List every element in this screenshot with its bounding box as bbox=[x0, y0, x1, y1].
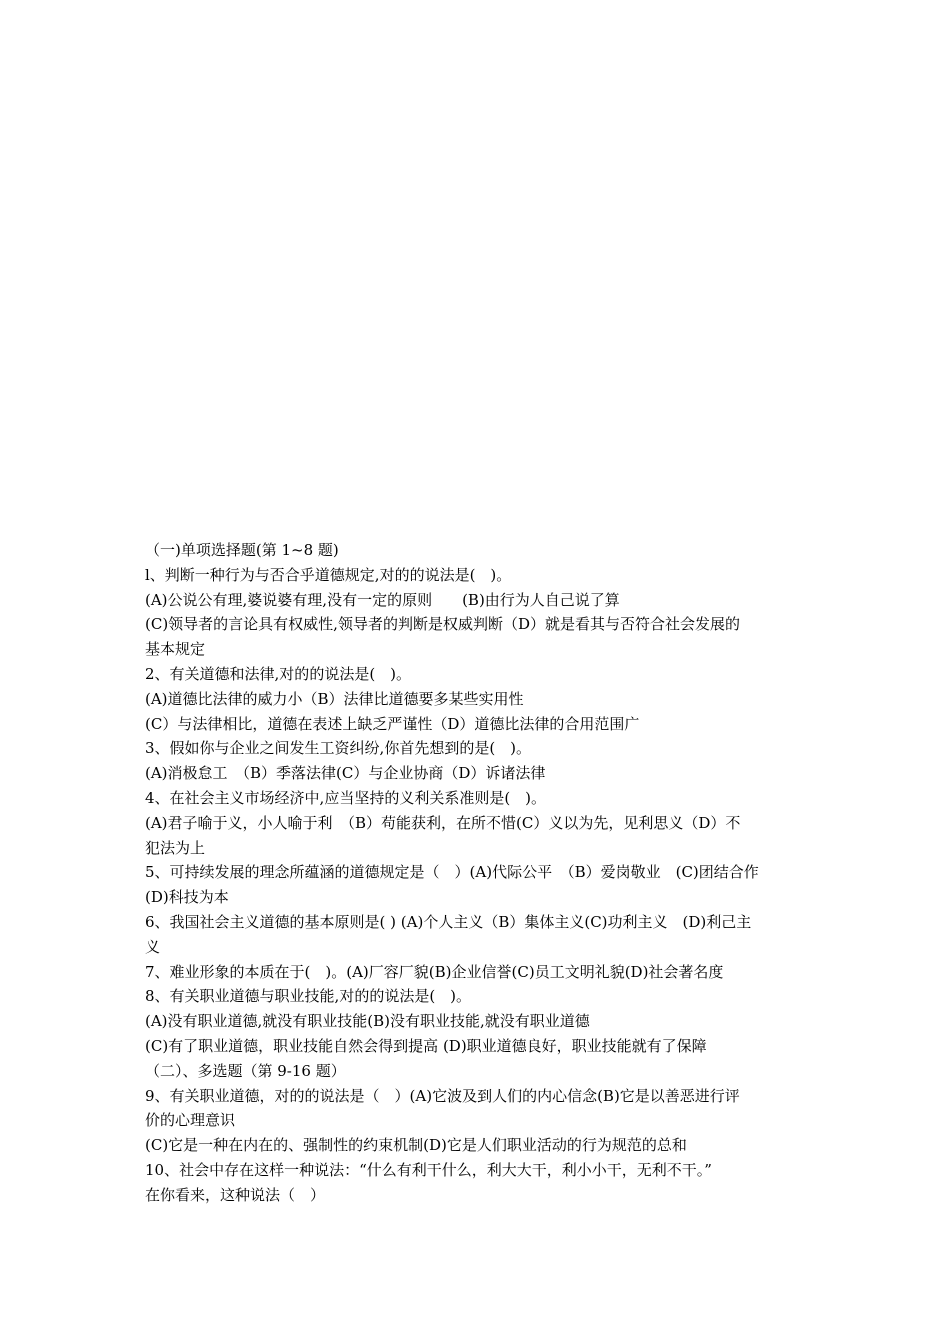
question-3-options: (A)消极怠工 （B）季落法律(C）与企业协商（D）诉诸法律 bbox=[145, 764, 546, 783]
question-10-cont: 在你看来，这种说法（ ） bbox=[145, 1185, 326, 1204]
question-2-options-ab: (A)道德比法律的威力小（B）法律比道德要多某些实用性 bbox=[145, 689, 524, 708]
question-8: 8、有关职业道德与职业技能,对的的说法是( )。 bbox=[145, 987, 472, 1006]
question-4: 4、在社会主义市场经济中,应当坚持的义利关系准则是( )。 bbox=[145, 788, 547, 807]
question-4-options: (A)君子喻于义，小人喻于利 （B）苟能获利，在所不惜(C）义以为先，见利思义（D）不 bbox=[145, 813, 741, 832]
question-2: 2、有关道德和法律,对的的说法是( )。 bbox=[145, 664, 412, 683]
question-2-options-cd: (C）与法律相比，道德在表述上缺乏严谨性（D）道德比法律的合用范围广 bbox=[145, 714, 640, 733]
question-1-options-ab: (A)公说公有理,婆说婆有理,没有一定的原则 (B)由行为人自己说了算 bbox=[145, 590, 620, 609]
question-9-cont: 价的心理意识 bbox=[145, 1111, 236, 1130]
question-1-options-cd-cont: 基本规定 bbox=[145, 640, 206, 659]
question-1: l、判断一种行为与否合乎道德规定,对的的说法是( )。 bbox=[145, 565, 512, 584]
section-heading-single-choice: （一)单项选择题(第 1~8 题) bbox=[145, 541, 339, 559]
question-3: 3、假如你与企业之间发生工资纠纷,你首先想到的是( )。 bbox=[145, 739, 532, 758]
question-6: 6、我国社会主义道德的基本原则是( ) (A)个人主义（B）集体主义(C)功利主义 (D)利己主 bbox=[145, 912, 752, 931]
question-9: 9、有关职业道德，对的的说法是（ ）(A)它波及到人们的内心信念(B)它是以善恶进行评 bbox=[145, 1086, 740, 1105]
question-5-cont: (D)科技为本 bbox=[145, 888, 229, 907]
question-6-cont: 义 bbox=[145, 937, 161, 956]
question-8-options-cd: (C)有了职业道德，职业技能自然会得到提高 (D)职业道德良好，职业技能就有了保障 bbox=[145, 1036, 707, 1055]
question-9-options-cd: (C)它是一种在内在的、强制性的约束机制(D)它是人们职业活动的行为规范的总和 bbox=[145, 1136, 687, 1155]
document-body bbox=[145, 538, 810, 1208]
question-4-options-cont: 犯法为上 bbox=[145, 838, 206, 857]
question-10: 10、社会中存在这样一种说法：“什么有利干什么，利大大干，利小小干，无利不干。” bbox=[145, 1160, 712, 1179]
question-1-options-cd: (C)领导者的言论具有权威性,领导者的判断是权威判断（D）就是看其与否符合社会发展的 bbox=[145, 615, 740, 634]
question-8-options-ab: (A)没有职业道德,就没有职业技能(B)没有职业技能,就没有职业道德 bbox=[145, 1012, 590, 1031]
section-heading-multiple-choice: （二）、多选题（第 9-16 题） bbox=[145, 1061, 346, 1080]
question-7: 7、难业形象的本质在于( )。(A)厂容厂貌(B)企业信誉(C)员工文明礼貌(D)社会著名度 bbox=[145, 962, 724, 981]
question-5: 5、可持续发展的理念所蕴涵的道德规定是（ ）(A)代际公平 （B）爱岗敬业 (C)团结合作 bbox=[145, 863, 759, 882]
